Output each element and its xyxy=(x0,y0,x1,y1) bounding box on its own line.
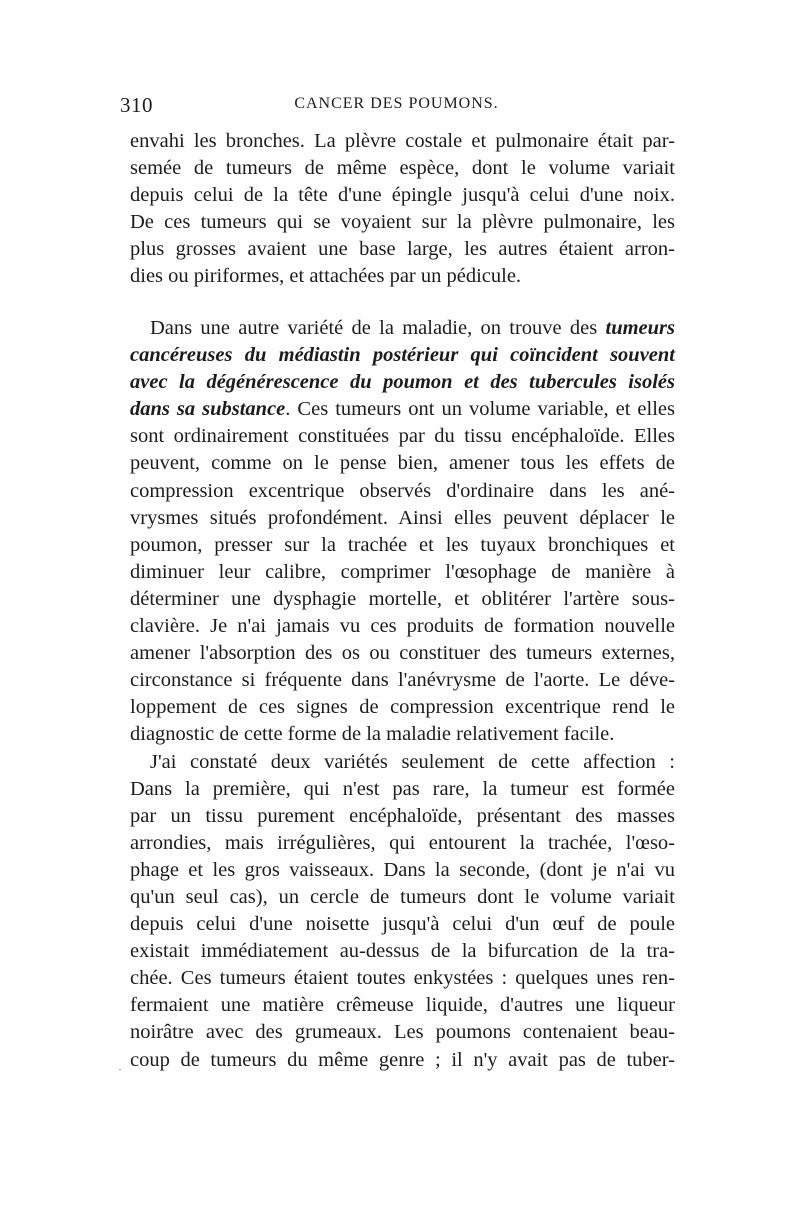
text-line: De ces tumeurs qui se voyaient sur la plèvre pulmonaire, les xyxy=(130,211,675,234)
text-line: chée. Ces tumeurs étaient toutes enkystées : quelques unes ren- xyxy=(130,967,675,990)
text-line: par un tissu purement encéphaloïde, présentant des masses xyxy=(130,804,675,827)
text-line: diminuer leur calibre, comprimer l'œsophage de manière à xyxy=(130,560,675,583)
text-line: coup de tumeurs du même genre ; il n'y avait pas de tuber- xyxy=(130,1048,675,1071)
text-line: arrondies, mais irrégulières, qui entourent la trachée, l'œso- xyxy=(130,831,675,854)
text-line: envahi les bronches. La plèvre costale et pulmonaire était par- xyxy=(130,130,675,152)
text-line: loppement de ces signes de compression excentrique rend le xyxy=(130,696,675,719)
italic-run: tumeurs xyxy=(605,317,675,339)
text-line xyxy=(130,396,675,423)
text-line xyxy=(130,315,675,342)
text-line: semée de tumeurs de même espèce, dont le volume variait xyxy=(130,157,675,180)
text-line: circonstance si fréquente dans l'anévrysme de l'aorte. Le déve- xyxy=(130,669,675,692)
text-line: depuis celui de la tête d'une épingle jusqu'à celui d'une noix. xyxy=(130,184,675,207)
text-line: peuvent, comme on le pense bien, amener tous les effets de xyxy=(130,452,675,475)
text-line: compression excentrique observés d'ordinaire dans les ané- xyxy=(130,479,675,502)
paragraph-2 xyxy=(130,315,675,1074)
text-line: Dans la première, qui n'est pas rare, la tumeur est formée xyxy=(130,777,675,800)
text-line: noirâtre avec des grumeaux. Les poumons contenaient beau- xyxy=(130,1021,675,1044)
text-line: J'ai constaté deux variétés seulement de cette affection : xyxy=(150,750,675,773)
text-line: déterminer une dysphagie mortelle, et oblitérer l'artère sous- xyxy=(130,587,675,610)
text-line: phage et les gros vaisseaux. Dans la seconde, (dont je n'ai vu xyxy=(130,858,675,881)
italic-run: cancéreuses du médiastin postérieur qui coïncident souvent xyxy=(130,344,675,367)
text-line: sont ordinairement constituées par du tissu encéphaloïde. Elles xyxy=(130,425,675,448)
text-line: fermaient une matière crêmeuse liquide, d'autres une liqueur xyxy=(130,994,675,1017)
text-line: vrysmes situés profondément. Ainsi elles peuvent déplacer le xyxy=(130,506,675,529)
text-line: plus grosses avaient une base large, les autres étaient arron- xyxy=(130,238,675,261)
text-line: diagnostic de cette forme de la maladie relativement facile. xyxy=(130,723,615,746)
italic-run: dans sa substance xyxy=(130,398,286,421)
text-line: dies ou piriformes, et attachées par un pédicule. xyxy=(130,265,522,288)
running-header xyxy=(120,93,673,121)
text-line: existait immédiatement au-dessus de la bifurcation de la tra- xyxy=(130,940,675,963)
paragraph-1 xyxy=(130,128,675,291)
page-number: 310 xyxy=(120,93,153,117)
text-line xyxy=(130,369,675,396)
text-run: . Ces tumeurs ont un volume variable, et elles xyxy=(285,398,676,421)
text-line: depuis celui d'une noisette jusqu'à celui d'un œuf de poule xyxy=(130,913,675,936)
text-line: qu'un seul cas), un cercle de tumeurs dont le volume variait xyxy=(130,885,675,908)
running-title: CANCER DES POUMONS. xyxy=(294,95,499,112)
text-line: poumon, presser sur la trachée et les tuyaux bronchiques et xyxy=(130,533,675,556)
print-speck: · xyxy=(118,1062,122,1076)
text-line xyxy=(130,342,675,369)
italic-run: avec la dégénérescence du poumon et des tubercules isolés xyxy=(130,371,675,394)
text-line: clavière. Je n'ai jamais vu ces produits de formation nouvelle xyxy=(130,615,675,638)
text-line: amener l'absorption des os ou constituer des tumeurs externes, xyxy=(130,642,675,665)
text-run: Dans une autre variété de la maladie, on trouve des xyxy=(150,317,606,339)
